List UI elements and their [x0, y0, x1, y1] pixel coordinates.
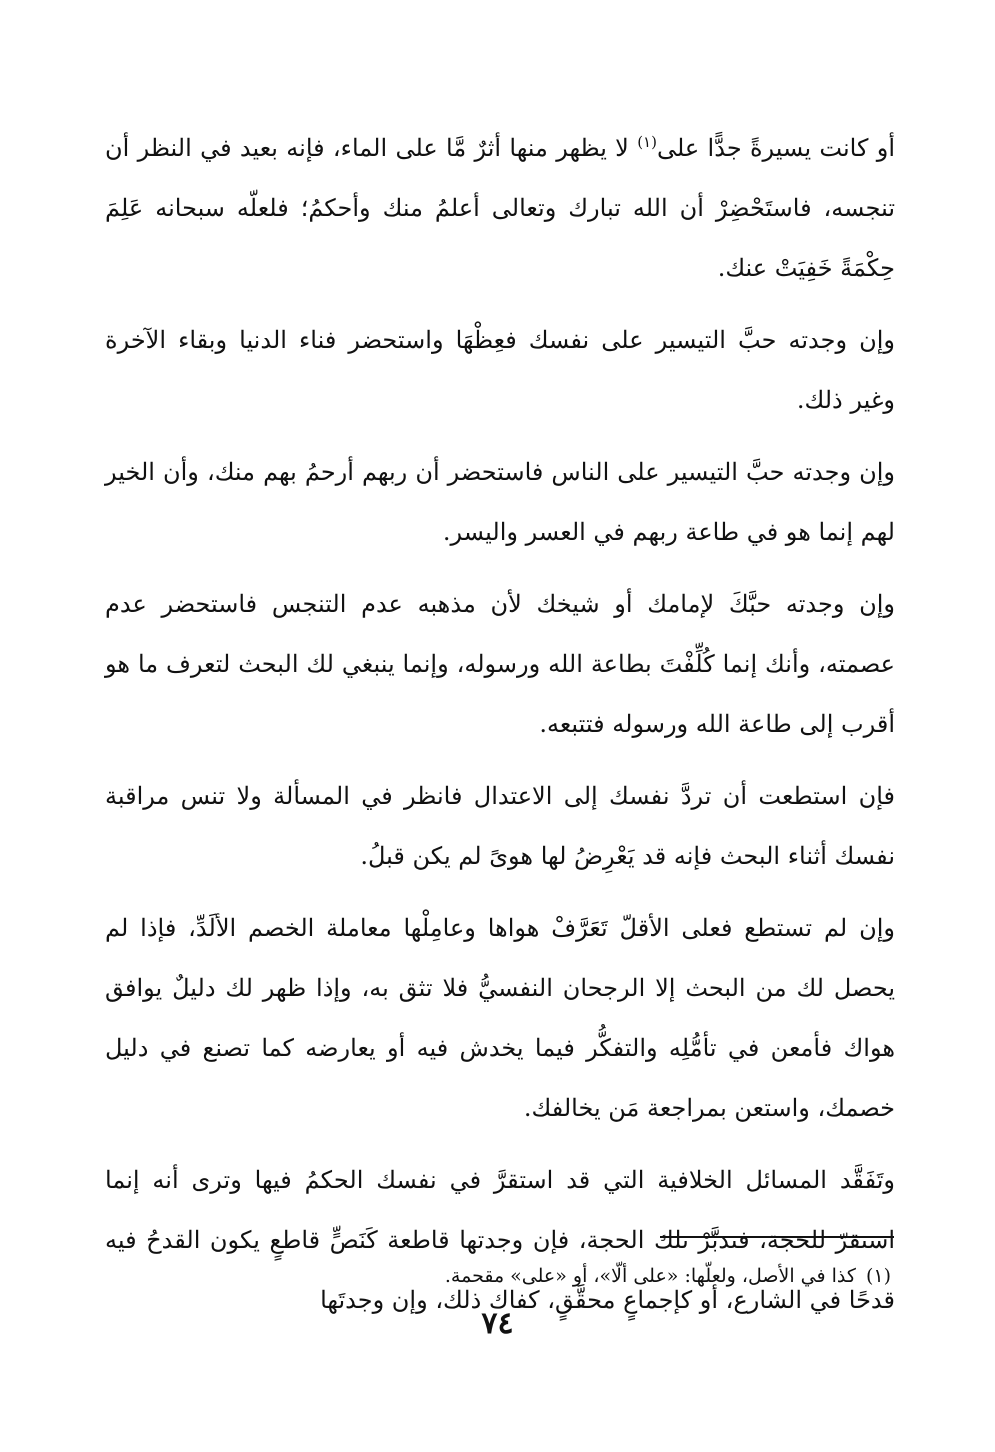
footnote	[331, 1262, 891, 1290]
paragraph-3: وإن وجدته حبَّ التيسير على الناس فاستحضر أن ربهم أرحمُ بهم منك، وأن الخير لهم إنما هو في طاعة ربهم في العسر واليسر.	[105, 458, 895, 546]
paragraph-5: فإن استطعت أن تردَّ نفسك إلى الاعتدال فانظر في المسألة ولا تنس مراقبة نفسك أثناء البحث فإنه قد يَعْرِضُ لها هوىً لم يكن قبلُ.	[105, 782, 895, 870]
paragraph-2: وإن وجدته حبَّ التيسير على نفسك فعِظْهَا واستحضر فناء الدنيا وبقاء الآخرة وغير ذلك.	[105, 326, 895, 414]
footnote-divider	[660, 1236, 894, 1238]
page-body	[105, 118, 895, 1342]
paragraph-1-text-after-ref: لا يظهر منها أثرٌ مَّا على الماء، فإنه بعيد في النظر أن تنجسه، فاستَحْضِرْ أن الله تبارك وتعالى أعلمُ منك وأحكمُ؛ فلعلّه سبحانه عَلِمَ حِكْمَةً خَفِيَتْ عنك.	[105, 134, 895, 282]
paragraph-1	[105, 118, 895, 298]
paragraph-7: وتَفَقَّد المسائل الخلافية التي قد استقرَّ في نفسك الحكمُ فيها وترى أنه إنما استقرّ للحجة، فتدبَّرْ تلك الحجة، فإن وجدتها قاطعة كَنَصٍّ قاطعٍ يكون القدحُ فيه قدحًا في الشارع، أو كإجماعٍ محقَّقٍ، كفاك ذلك، وإن وجدتَها	[105, 1166, 895, 1314]
paragraph-6: وإن لم تستطع فعلى الأقلّ تَعَرَّفْ هواها وعامِلْها معاملة الخصم الألَدِّ، فإذا لم يحصل لك من البحث إلا الرجحان النفسيُّ فلا تثق به، وإذا ظهر لك دليلٌ يوافق هواك فأمعن في تأمُّلِه والتفكُّر فيما يخدش فيه أو يعارضه كما تصنع في دليل خصمك، واستعن بمراجعة مَن يخالفك.	[105, 914, 895, 1122]
footnote-text: كذا في الأصل، ولعلّها: «على ألّا»، أو «على» مقحمة.	[444, 1265, 856, 1287]
page-number: ٧٤	[481, 1306, 514, 1341]
paragraph-1-text-before-ref: أو كانت يسيرةً جدًّا على	[656, 134, 895, 162]
paragraph-4: وإن وجدته حبَّكَ لإمامك أو شيخك لأن مذهبه عدم التنجس فاستحضر عدم عصمته، وأنك إنما كُلِّفْتَ بطاعة الله ورسوله، وإنما ينبغي لك البحث لتعرف ما هو أقرب إلى طاعة الله ورسوله فتتبعه.	[105, 590, 896, 738]
footnote-reference: (١)	[637, 133, 657, 151]
footnote-number: (١)	[865, 1265, 891, 1287]
